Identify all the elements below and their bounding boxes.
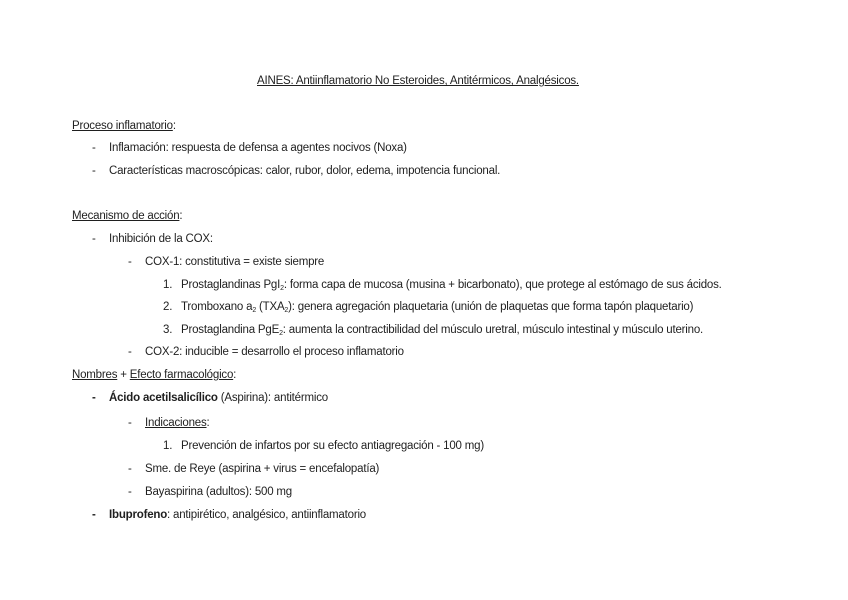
list-item-prostaglandina-pge2 [181, 323, 703, 337]
item-text-post: : aumenta la contractibilidad del músculo uretral, músculo intestinal y músculo uterino. [282, 324, 704, 336]
drug-description: : antipirético, analgésico, antiinflamatorio [167, 509, 366, 521]
section-heading-nombres [72, 368, 236, 382]
indicaciones-colon: : [206, 417, 210, 429]
bullet-dash: - [92, 509, 96, 521]
bullet-dash: - [128, 417, 132, 429]
bullet-dash: - [92, 233, 96, 245]
item-text-pre: Prostaglandina PgE [181, 324, 280, 336]
section-heading-proceso [72, 119, 176, 133]
list-number: 1. [163, 279, 173, 291]
heading-colon: : [172, 120, 176, 132]
list-item-prostaglandinas-pgi2 [181, 278, 722, 292]
item-text-post: ): genera agregación plaquetaria (unión de plaquetas que forma tapón plaquetario) [288, 301, 694, 313]
bullet-dash: - [128, 486, 132, 498]
bullet-dash: - [92, 392, 96, 404]
list-item-bayaspirina: Bayaspirina (adultos): 500 mg [145, 486, 292, 498]
item-subscript: 2 [252, 307, 257, 314]
list-item-reye: Sme. de Reye (aspirina + virus = encefalopatía) [145, 463, 380, 475]
list-item-tromboxano [181, 300, 693, 314]
heading-text: Mecanismo de acción [72, 210, 180, 222]
item-subscript: 2 [279, 330, 283, 337]
bullet-dash: - [92, 142, 96, 154]
item-text-pre: Prostaglandinas PgI [181, 279, 281, 291]
heading-colon: : [179, 210, 183, 222]
list-number: 3. [163, 324, 173, 336]
list-item-inhibicion: Inhibición de la COX: [109, 233, 213, 245]
item-text-mid: (TXA [256, 301, 285, 313]
bullet-dash: - [128, 346, 132, 358]
item-subscript: 2 [280, 285, 284, 292]
bullet-dash: - [128, 463, 132, 475]
drug-description: (Aspirina): antitérmico [217, 392, 328, 404]
list-item-caracteristicas: Características macroscópicas: calor, rubor, dolor, edema, impotencia funcional. [109, 165, 501, 177]
drug-name: Ácido acetilsalicílico [109, 392, 218, 404]
heading-text-efecto: Efecto farmacológico [129, 369, 234, 381]
list-number: 1. [163, 440, 173, 452]
list-item-cox2: COX-2: inducible = desarrollo el proceso inflamatorio [145, 346, 404, 358]
drug-name: Ibuprofeno [109, 509, 168, 521]
list-item-aspirina [109, 391, 328, 405]
bullet-dash: - [92, 165, 96, 177]
list-item-ibuprofeno [109, 508, 366, 522]
list-item-cox1: COX-1: constitutiva = existe siempre [145, 256, 325, 268]
heading-text: Proceso inflamatorio [72, 120, 173, 132]
indicaciones-label: Indicaciones [145, 417, 207, 429]
list-number: 2. [163, 301, 173, 313]
list-item-indicaciones [145, 416, 210, 430]
section-heading-mecanismo [72, 209, 182, 223]
item-text-pre: Tromboxano a [181, 301, 253, 313]
list-item-prevencion: Prevención de infartos por su efecto antiagregación - 100 mg) [181, 440, 484, 452]
item-subscript: 2 [284, 307, 289, 314]
heading-text-nombres: Nombres [72, 369, 118, 381]
heading-plus: + [117, 369, 130, 381]
item-text-post: : forma capa de mucosa (musina + bicarbonato), que protege al estómago de sus ácidos. [283, 279, 722, 291]
document-title: AINES: Antiinflamatorio No Esteroides, Antitérmicos, Analgésicos. [257, 75, 579, 87]
list-item-inflamacion: Inflamación: respuesta de defensa a agentes nocivos (Noxa) [109, 142, 407, 154]
bullet-dash: - [128, 256, 132, 268]
heading-colon: : [233, 369, 237, 381]
